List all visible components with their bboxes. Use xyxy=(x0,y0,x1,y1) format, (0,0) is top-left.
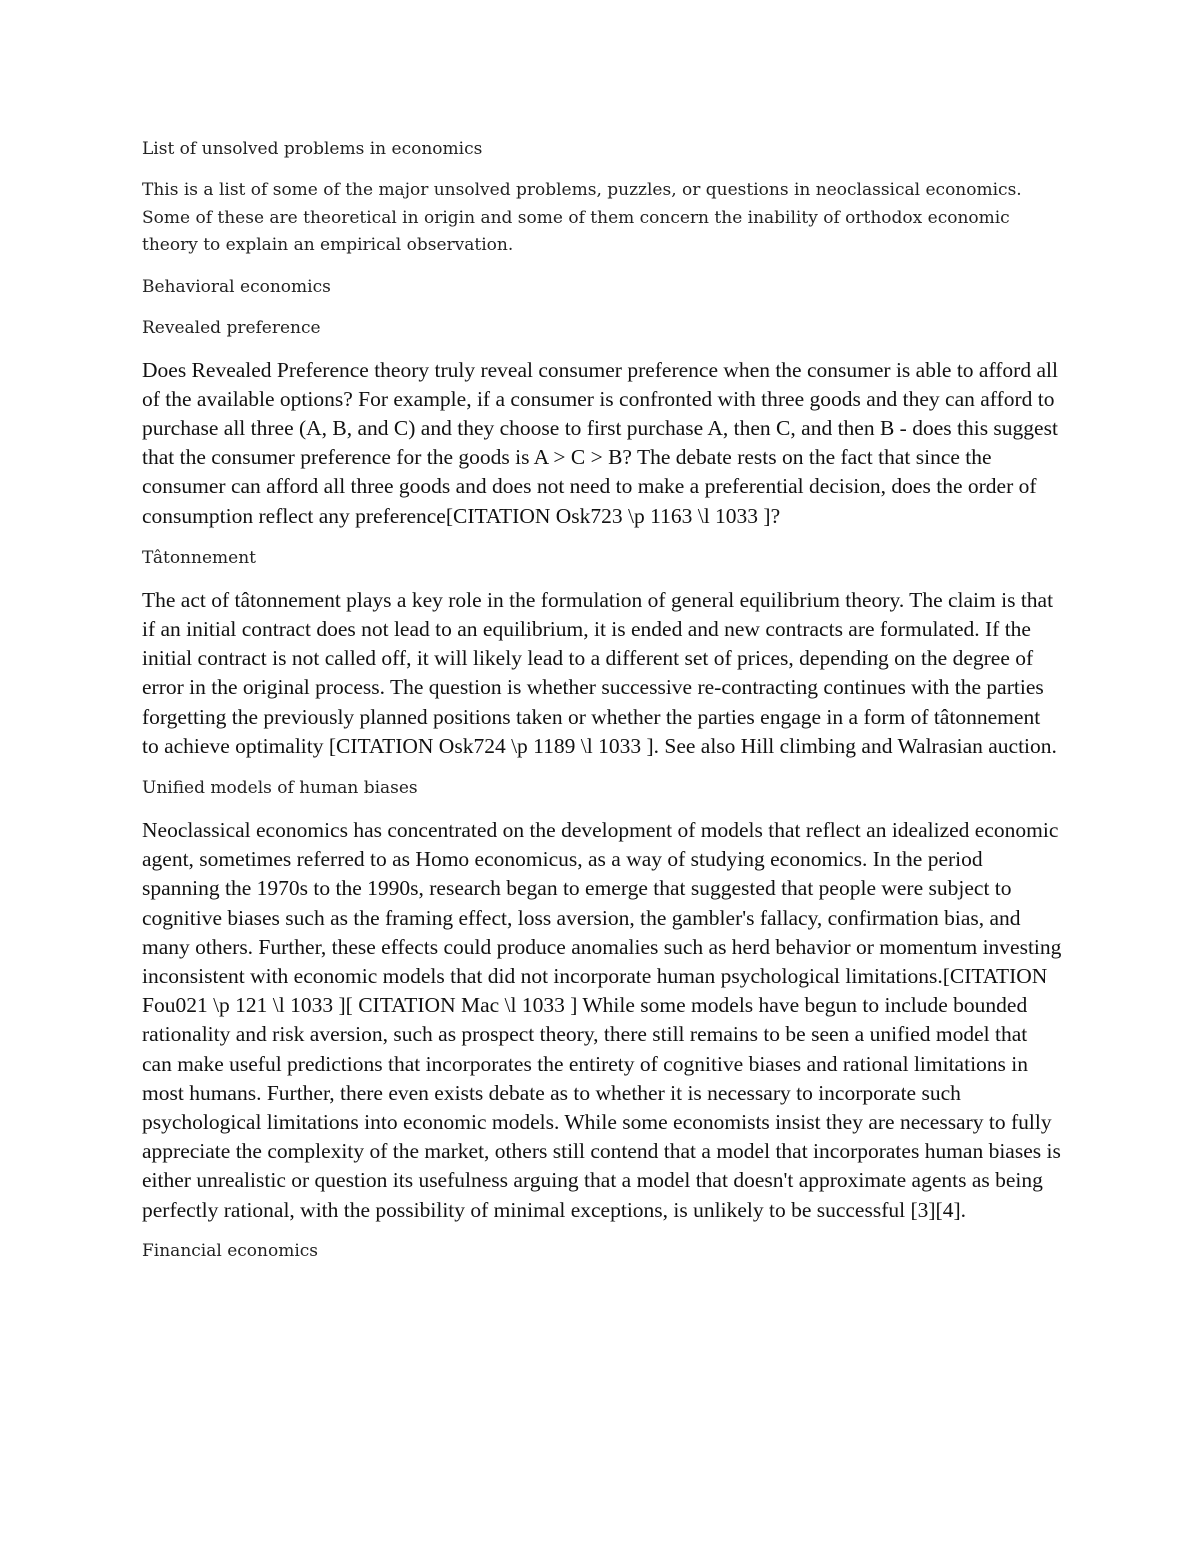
paragraph-unified-models: Neoclassical economics has concentrated on the development of models that reflect an idealized economic agent, sometimes referred to as Homo economicus, as a way of studying economics. In the period spanning the 1970s to the 1990s, research began to emerge that suggested that people were subject to cognitive biases such as the framing effect, loss aversion, the gambler's fallacy, confirmation bias, and many others. Further, these effects could produce anomalies such as herd behavior or momentum investing inconsistent with economic models that did not incorporate human psychological limitations.[CITATION Fou021 \p 121 \l 1033 ][ CITATION Mac \l 1033 ] While some models have begun to include bounded rationality and risk aversion, such as prospect theory, there still remains to be seen a unified model that can make useful predictions that incorporates the entirety of cognitive biases and rational limitations in most humans. Further, there even exists debate as to whether it is necessary to incorporate such psychological limitations into economic models. While some economists insist they are necessary to fully appreciate the complexity of the market, others still contend that a model that incorporates human biases is either unrealistic or question its usefulness arguing that a model that doesn't approximate agents as being perfectly rational, with the possibility of minimal exceptions, is unlikely to be successful [3][4]. xyxy=(142,817,1062,1222)
paragraph-tatonnement: The act of tâtonnement plays a key role in the formulation of general equilibrium theory. The claim is that if an initial contract does not lead to an equilibrium, it is ended and new contracts are formulated. If the initial contract is not called off, it will likely lead to a different set of prices, depending on the degree of error in the original process. The question is whether successive re-contracting continues with the parties forgetting the previously planned positions taken or whether the parties engage in a form of tâtonnement to achieve optimality [CITATION Osk724 \p 1189 \l 1033 ]. See also Hill climbing and Walrasian auction. xyxy=(142,587,1057,758)
subheading-tatonnement: Tâtonnement xyxy=(142,547,256,568)
document-content xyxy=(142,136,1062,1279)
paragraph-revealed-preference: Does Revealed Preference theory truly reveal consumer preference when the consumer is able to afford all of the available options? For example, if a consumer is confronted with three goods and they can afford to purchase all three (A, B, and C) and they choose to first purchase A, then C, and then B - does this suggest that the consumer preference for the goods is A > C > B? The debate rests on the fact that since the consumer can afford all three goods and does not need to make a preferential decision, does the order of consumption reflect any preference[CITATION Osk723 \p 1163 \l 1033 ]? xyxy=(142,357,1058,528)
subheading-unified-models: Unified models of human biases xyxy=(142,777,418,798)
section-heading-behavioral-economics: Behavioral economics xyxy=(142,276,331,297)
intro-paragraph: This is a list of some of the major unsolved problems, puzzles, or questions in neoclassical economics. Some of these are theoretical in origin and some of them concern the inability of orthodox economic theory to explain an empirical observation. xyxy=(142,180,1022,255)
section-heading-financial-economics: Financial economics xyxy=(142,1240,319,1261)
document-title: List of unsolved problems in economics xyxy=(142,139,483,159)
subheading-revealed-preference: Revealed preference xyxy=(142,317,321,338)
